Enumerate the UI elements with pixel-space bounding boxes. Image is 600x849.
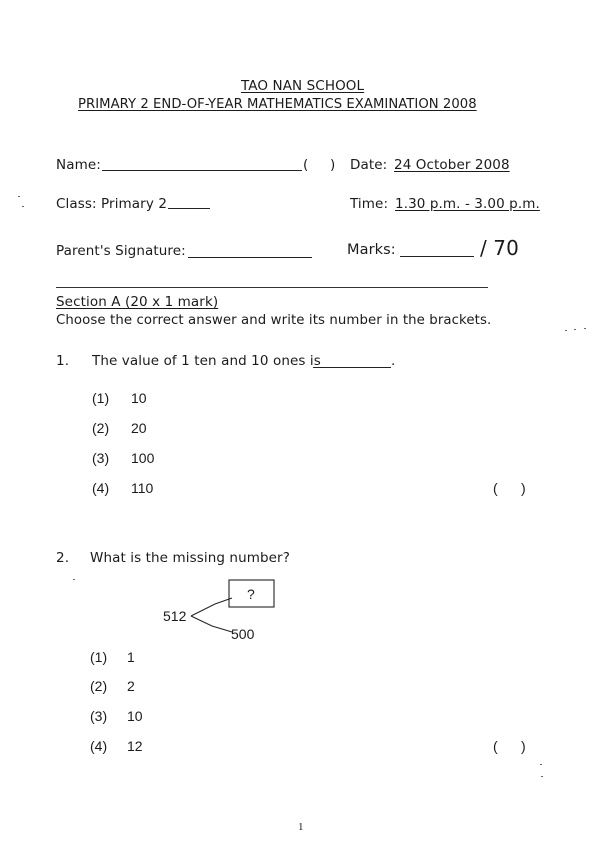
scan-speck	[584, 328, 586, 329]
date-value: 24 October 2008	[394, 157, 510, 173]
option-label: (3)	[92, 450, 110, 466]
answer-bracket[interactable]: ( )	[493, 738, 526, 754]
scan-speck	[73, 579, 75, 580]
scan-speck	[22, 206, 24, 207]
class-field[interactable]	[168, 196, 210, 209]
option-value: 20	[131, 420, 147, 436]
scan-speck	[18, 196, 20, 197]
option-value: 10	[127, 708, 143, 724]
option-value: 100	[131, 450, 155, 466]
option-label: (2)	[90, 678, 108, 694]
page-number: 1	[298, 821, 304, 833]
time-label: Time:	[350, 196, 389, 212]
option-label: (4)	[92, 480, 110, 496]
bond-whole: 512	[163, 608, 187, 624]
scan-speck	[565, 330, 567, 331]
answer-bracket[interactable]: ( )	[493, 480, 526, 496]
section-title: Section A (20 x 1 mark)	[56, 294, 219, 310]
answer-blank[interactable]	[313, 355, 391, 368]
marks-label: Marks:	[347, 242, 396, 258]
class-label: Class: Primary 2	[56, 196, 168, 212]
marks-field[interactable]	[400, 244, 474, 257]
marks-total: / 70	[480, 236, 519, 260]
scan-speck	[574, 329, 576, 330]
exam-title: PRIMARY 2 END-OF-YEAR MATHEMATICS EXAMINATION 2008	[78, 97, 477, 112]
option-value: 1	[127, 649, 135, 665]
question-text: What is the missing number?	[90, 550, 290, 566]
school-name: TAO NAN SCHOOL	[241, 78, 365, 94]
name-label: Name:	[56, 157, 101, 173]
bond-line-lower	[191, 616, 232, 632]
option-value: 2	[127, 678, 135, 694]
option-label: (2)	[92, 420, 110, 436]
bond-line-upper	[191, 598, 232, 616]
name-field[interactable]	[102, 158, 302, 171]
scan-speck	[541, 776, 543, 777]
scan-speck	[540, 764, 542, 765]
option-label: (1)	[90, 649, 108, 665]
question-number: 2.	[56, 550, 70, 566]
option-label: (1)	[92, 390, 110, 406]
class-number-bracket-open: (	[303, 157, 309, 173]
class-number-field[interactable]	[310, 158, 328, 170]
option-label: (4)	[90, 738, 108, 754]
question-number: 1.	[56, 353, 70, 369]
divider-line	[56, 287, 488, 288]
question-text: The value of 1 ten and 10 ones is	[92, 353, 321, 369]
number-bond-diagram	[160, 576, 290, 646]
parent-signature-label: Parent's Signature:	[56, 243, 186, 259]
question-text-end: .	[391, 353, 396, 369]
option-label: (3)	[90, 708, 108, 724]
bond-part: 500	[231, 626, 255, 642]
option-value: 110	[131, 480, 154, 496]
option-value: 12	[127, 738, 143, 754]
class-number-bracket-close: )	[330, 157, 336, 173]
parent-signature-field[interactable]	[188, 245, 312, 258]
section-instruction: Choose the correct answer and write its number in the brackets.	[56, 313, 492, 328]
option-value: 10	[131, 390, 147, 406]
time-value: 1.30 p.m. - 3.00 p.m.	[395, 196, 540, 212]
date-label: Date:	[350, 157, 388, 173]
missing-number: ?	[247, 586, 255, 602]
